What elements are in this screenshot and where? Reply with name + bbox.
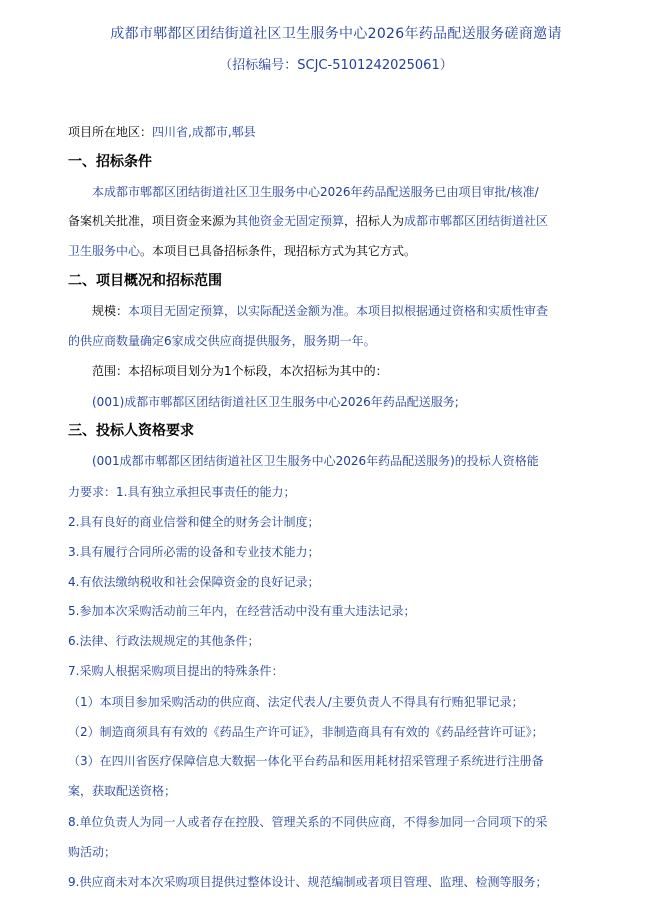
list-item: 3.具有履行合同所必需的设备和专业技术能力； bbox=[68, 545, 320, 559]
list-item: 6.法律、行政法规规定的其他条件； bbox=[68, 634, 260, 648]
section-heading-3: 三、投标人资格要求 bbox=[68, 423, 194, 439]
section1-line3 bbox=[68, 243, 416, 259]
tender-code: （招标编号：SCJC-5101242025061） bbox=[219, 58, 453, 73]
list-item: 5.参加本次采购活动前三年内，在经营活动中没有重大违法记录； bbox=[68, 604, 416, 618]
list-item: （2）制造商须具有有效的《药品生产许可证》，非制造商具有有效的《药品经营许可证》； bbox=[68, 725, 544, 739]
section-heading-2: 二、项目概况和招标范围 bbox=[68, 273, 222, 289]
tenderer-name: 成都市郫都区团结街道社区 bbox=[404, 214, 549, 228]
list-item: 购活动； bbox=[68, 845, 117, 859]
page-title: 成都市郫都区团结街道社区卫生服务中心2026年药品配送服务磋商邀请 bbox=[110, 26, 562, 42]
funding-source: 其他资金无固定预算 bbox=[236, 214, 345, 228]
list-item: 4.有依法缴纳税收和社会保障资金的良好记录； bbox=[68, 575, 320, 589]
section-heading-1: 一、招标条件 bbox=[68, 154, 152, 170]
list-item: （1）本项目参加采购活动的供应商、法定代表人/主要负责人不得具有行贿犯罪记录； bbox=[68, 695, 524, 709]
text-span: 备案机关批准，项目资金来源为 bbox=[68, 214, 237, 228]
section1-line1: 本成都市郫都区团结街道社区卫生服务中心2026年药品配送服务已由项目审批/核准/ bbox=[92, 185, 539, 199]
scale-label: 规模： bbox=[92, 304, 129, 318]
list-item: 9.供应商未对本次采购项目提供过整体设计、规范编制或者项目管理、监理、检测等服务； bbox=[68, 875, 548, 889]
list-item: （3）在四川省医疗保障信息大数据一体化平台药品和医用耗材招采管理子系统进行注册备 bbox=[68, 754, 544, 768]
scale-line1 bbox=[92, 303, 548, 319]
list-item: 7.采购人根据采购项目提出的特殊条件： bbox=[68, 664, 284, 678]
scale-line2: 的供应商数量确定6家成交供应商提供服务，服务期一年。 bbox=[68, 334, 376, 348]
qualification-intro-line1: (001成都市郫都区团结街道社区卫生服务中心2026年药品配送服务)的投标人资格能 bbox=[92, 454, 539, 468]
list-item: 2.具有良好的商业信誉和健全的财务会计制度； bbox=[68, 515, 320, 529]
tenderer-name-cont: 卫生服务中心 bbox=[68, 244, 141, 258]
project-location bbox=[68, 124, 256, 140]
scale-text: 本项目无固定预算，以实际配送金额为准。本项目拟根据通过资格和实质性审查 bbox=[128, 304, 549, 318]
qualification-intro-line2: 力要求：1.具有独立承担民事责任的能力； bbox=[68, 485, 296, 499]
location-label: 项目所在地区： bbox=[68, 125, 153, 139]
location-value: 四川省,成都市,郫县 bbox=[152, 125, 256, 139]
lot-line: (001)成都市郫都区团结街道社区卫生服务中心2026年药品配送服务; bbox=[92, 395, 459, 409]
text-span: 。本项目已具备招标条件，现招标方式为其它方式。 bbox=[140, 244, 417, 258]
scope-line: 范围：本招标项目划分为1个标段，本次招标为其中的： bbox=[92, 364, 388, 378]
text-span: ，招标人为 bbox=[344, 214, 405, 228]
list-item: 8.单位负责人为同一人或者存在控股、管理关系的不同供应商，不得参加同一合同项下的采 bbox=[68, 815, 548, 829]
section1-line2 bbox=[68, 213, 548, 229]
list-item: 案，获取配送资格； bbox=[68, 784, 177, 798]
